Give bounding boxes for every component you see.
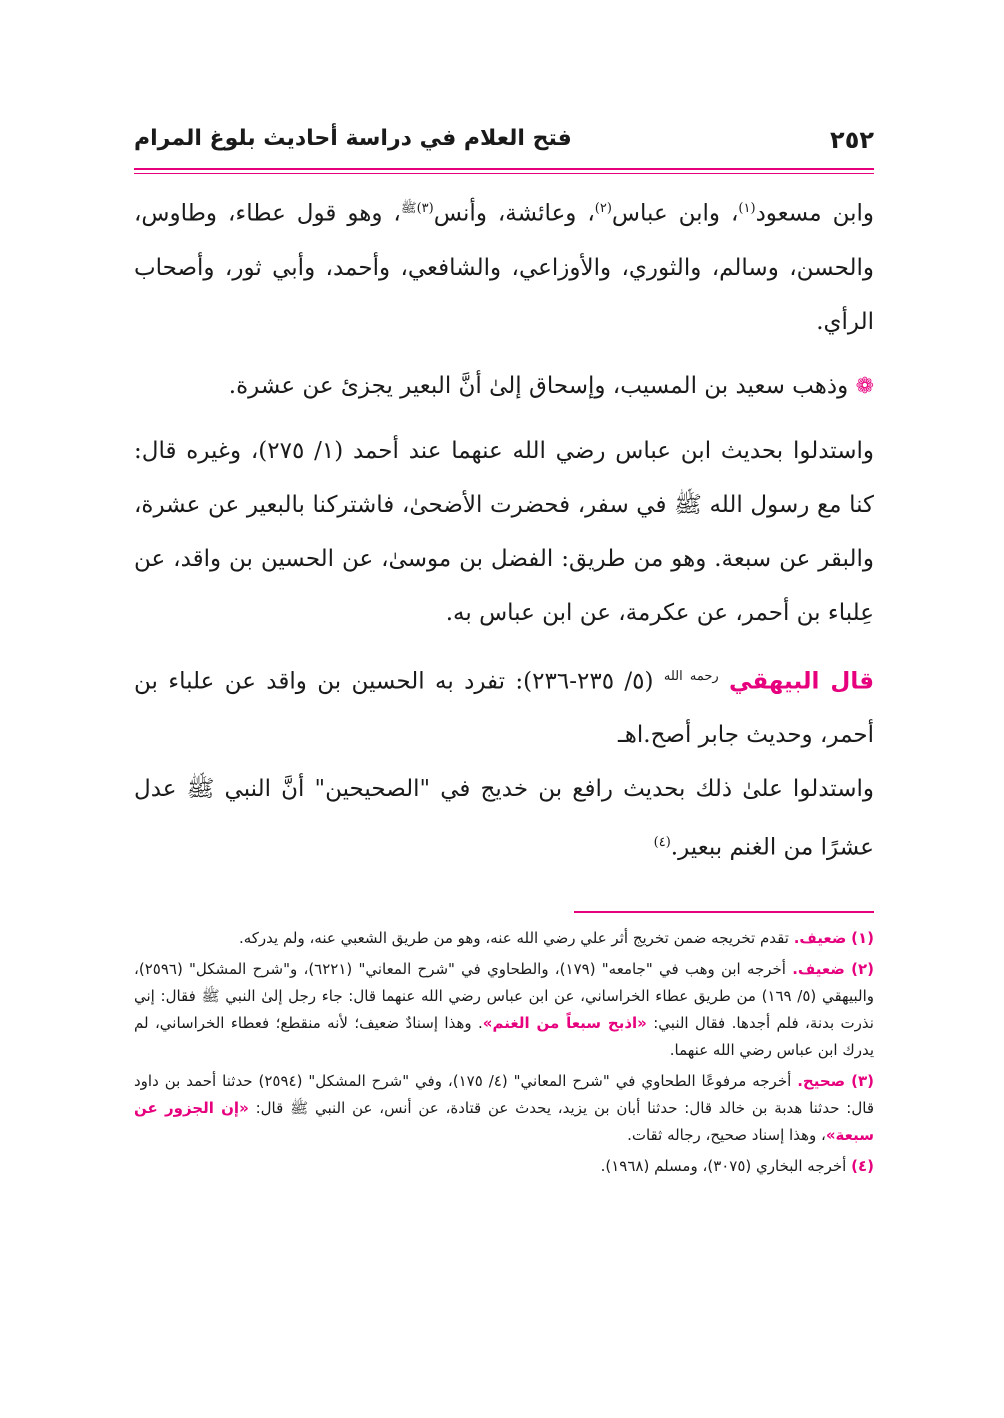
footnote-2 xyxy=(134,956,874,1064)
footnotes xyxy=(134,925,874,1180)
paragraph-3 xyxy=(134,424,874,640)
paragraph-4 xyxy=(134,650,874,763)
footnote-number: (٣) xyxy=(851,1071,874,1090)
footnote-text: ، وهذا إسناد صحيح، رجاله ثقات. xyxy=(627,1125,826,1144)
footnote-1 xyxy=(134,925,874,952)
footnote-ref-2[interactable]: (٢) xyxy=(594,201,612,216)
paragraph-1 xyxy=(134,182,874,349)
p4-text: (٥/ ٢٣٥-٢٣٦): تفرد به الحسين بن واقد عن علباء بن أحمر، وحديث جابر أصح.اهـ xyxy=(134,668,874,749)
p2-text: وذهب سعيد بن المسيب، وإسحاق إلىٰ أنَّ البعير يجزئ عن عشرة. xyxy=(228,372,849,399)
footnote-divider xyxy=(574,911,874,913)
p1-text-a: وابن مسعود xyxy=(755,200,874,227)
honorific-glyph: ﷺ xyxy=(400,201,417,216)
footnote-text: أخرجه مرفوعًا الطحاوي في "شرح المعاني" (٤/ ١٧٥)، وفي "شرح المشكل" (٢٥٩٤) حدثنا أحمد بن داود قال: حدثنا هدبة بن خالد قال: حدثنا أبان بن يزيد، يحدث عن قتادة، عن أنس، عن النبي ﷺ قال: xyxy=(134,1071,874,1117)
p1-text-b: ، وابن عباس xyxy=(611,200,739,227)
p3-text: واستدلوا بحديث ابن عباس رضي الله عنهما عند أحمد (١/ ٢٧٥)، وغيره قال: كنا مع رسول الله ﷺ في سفر، فحضرت الأضحىٰ، فاشتركنا بالبعير عن عشرة، والبقر عن سبعة. وهو من طريق: الفضل بن موسىٰ، عن الحسين بن واقد، عن عِلباء بن أحمر، عن عكرمة، عن ابن عباس به. xyxy=(134,437,875,626)
footnote-number: (١) xyxy=(851,928,874,947)
page-number: ٢٥٢ xyxy=(830,126,874,154)
footnote-ref-4[interactable]: (٤) xyxy=(653,835,671,851)
footnote-text: أخرجه ابن وهب في "جامعه" (١٧٩)، والطحاوي في "شرح المعاني" (٦٢٢١)، و"شرح المشكل" (٢٥٩٦)، والبيهقي (٥/ ١٦٩) من طريق عطاء الخراساني، عن ابن عباس رضي الله عنهما قال: جاء رجل إلىٰ النبي ﷺ فقال: إني نذرت بدنة، فلم أجدها. فقال النبي: xyxy=(134,959,874,1032)
footnote-number: (٤) xyxy=(851,1156,874,1175)
footnote-quote: «اذبح سبعاً من الغنم» xyxy=(482,1013,647,1032)
header-rule-top xyxy=(134,168,874,170)
p5-text: واستدلوا علىٰ ذلك بحديث رافع بن خديج في "الصحيحين" أنَّ النبي ﷺ عدل عشرًا من الغنم ببعير. xyxy=(134,776,874,861)
footnote-text: . وهذا إسنادٌ ضعيف؛ لأنه منقطع؛ فعطاء الخراساني، لم يدرك ابن عباس رضي الله عنهما. xyxy=(134,1013,874,1059)
book-title: فتح العلام في دراسة أحاديث بلوغ المرام xyxy=(134,126,572,151)
paragraph-5 xyxy=(134,762,874,875)
bayhaqi-label: قال البيهقي xyxy=(729,668,875,695)
paragraph-2 xyxy=(134,359,874,414)
main-text xyxy=(134,182,874,875)
footnote-quote: «إن الجزور عن سبعة» xyxy=(134,1098,874,1144)
header-rule-bottom xyxy=(134,173,874,174)
footnote-ref-1[interactable]: (١) xyxy=(738,201,756,216)
footnote-number: (٢) xyxy=(851,959,874,978)
footnote-text: أخرجه البخاري (٣٠٧٥)، ومسلم (١٩٦٨). xyxy=(600,1156,847,1175)
footnote-3 xyxy=(134,1068,874,1149)
footnote-grade: ضعيف. xyxy=(792,959,845,978)
footnote-ref-3[interactable]: (٣) xyxy=(416,201,434,216)
p1-text-d: ، وهو قول عطاء، وطاوس، والحسن، وسالم، والثوري، والأوزاعي، والشافعي، وأحمد، وأبي ثور، وأصحاب الرأي. xyxy=(134,200,874,335)
page xyxy=(134,120,874,1184)
footnote-grade: صحيح. xyxy=(797,1071,846,1090)
footnote-text: تقدم تخريجه ضمن تخريج أثر علي رضي الله عنه، وهو من طريق الشعبي عنه، ولم يدركه. xyxy=(238,928,789,947)
honorific-glyph: رحمه الله xyxy=(663,668,719,684)
flower-ornament-icon: ❁ xyxy=(855,373,874,399)
p1-text-c: ، وعائشة، وأنس xyxy=(433,200,595,227)
page-header xyxy=(134,120,874,166)
footnote-grade: ضعيف. xyxy=(793,928,847,947)
footnote-4 xyxy=(134,1153,874,1180)
